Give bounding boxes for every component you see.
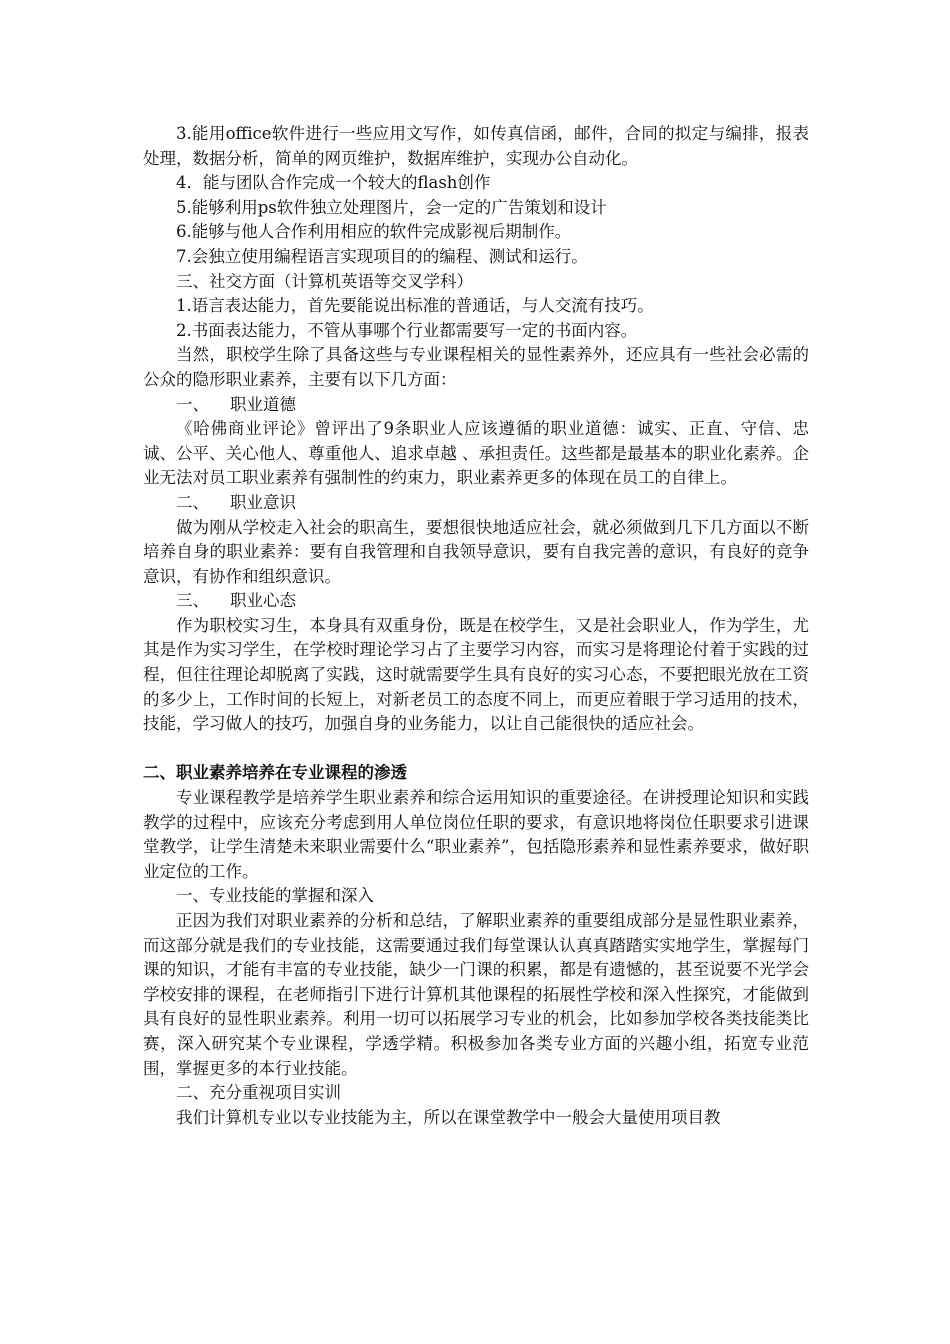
list-item-programming: 7.会独立使用编程语言实现项目的的编程、测试和运行。 [176,246,588,266]
list-item-video: 6.能够与他人合作利用相应的软件完成影视后期制作。 [176,222,572,242]
hidden-literacy-intro: 当然，职校学生除了具备这些与专业课程相关的显性素养外，还应具有一些社会必需的公众的隐形职业素养，主要有以下几方面： [143,345,809,389]
ethics-heading: 一、 职业道德 [176,394,296,414]
ethics-paragraph: 《哈佛商业评论》曾评出了9条职业人应该遵循的职业道德：诚实、正直、守信、忠诚、公平、关心他人、尊重他人、追求卓越 、承担责任。这些都是最基本的职业化素养。企业无法对员工职业素养有强制性的约束力，职业素养更多的体现在员工的自律上。 [143,419,809,488]
project-heading: 二、充分重视项目实训 [176,1083,341,1103]
blank-line [143,737,809,762]
list-item-ps: 5.能够利用ps软件独立处理图片，会一定的广告策划和设计 [176,197,607,217]
project-paragraph: 我们计算机专业以专业技能为主，所以在课堂教学中一般会大量使用项目教 [176,1107,721,1127]
awareness-paragraph: 做为刚从学校走入社会的职高生，要想很快地适应社会，就必须做到几下几方面以不断培养自身的职业素养：要有自我管理和自我领导意识，要有自我完善的意识，有良好的竞争意识，有协作和组织意识。 [143,517,809,586]
list-item-flash: 4．能与团队合作完成一个较大的flash创作 [176,173,491,193]
section-2-intro: 专业课程教学是培养学生职业素养和综合运用知识的重要途径。在讲授理论知识和实践教学的过程中，应该充分考虑到用人单位岗位任职的要求，有意识地将岗位任职要求引进课堂教学，让学生清楚未来职业需要什么“职业素养”，包括隐形素养和显性素养要求，做好职业定位的工作。 [143,788,809,881]
list-item-office: 3.能用office软件进行一些应用文写作，如传真信函，邮件，合同的拟定与编排，报表处理，数据分析，简单的网页维护，数据库维护，实现办公自动化。 [143,124,809,168]
social-item-writing: 2.书面表达能力，不管从事哪个行业都需要写一定的书面内容。 [176,320,638,340]
social-heading: 三、社交方面（计算机英语等交叉学科） [176,271,473,291]
section-2-title: 二、职业素养培养在专业课程的渗透 [143,763,407,783]
skills-paragraph: 正因为我们对职业素养的分析和总结，了解职业素养的重要组成部分是显性职业素养，而这部分就是我们的专业技能，这需要通过我们每堂课认认真真踏踏实实地学生，掌握每门课的知识，才能有丰富的专业技能，缺少一门课的积累，都是有遗憾的，甚至说要不光学会学校安排的课程，在老师指引下进行计算机其他课程的拓展性学校和深入性探究，才能做到具有良好的显性职业素养。利用一切可以拓展学习专业的机会，比如参加学校各类技能类比赛，深入研究某个专业课程，学透学精。积极参加各类专业方面的兴趣小组，拓宽专业范围，掌握更多的本行业技能。 [143,911,809,1078]
skills-heading: 一、专业技能的掌握和深入 [176,886,374,906]
social-item-speech: 1.语言表达能力，首先要能说出标准的普通话，与人交流有技巧。 [176,296,654,316]
mindset-heading: 三、 职业心态 [176,591,296,611]
awareness-heading: 二、 职业意识 [176,492,296,512]
mindset-paragraph: 作为职校实习生，本身具有双重身份，既是在校学生，又是社会职业人，作为学生，尤其是作为实习学生，在学校时理论学习占了主要学习内容，而实习是将理论付着于实践的过程，但往往理论却脱离了实践，这时就需要学生具有良好的实习心态，不要把眼光放在工资的多少上，工作时间的长短上，对新老员工的态度不同上，而更应着眼于学习适用的技术，技能，学习做人的技巧，加强自身的业务能力，以让自己能很快的适应社会。 [143,615,809,734]
document-body [143,122,809,1130]
